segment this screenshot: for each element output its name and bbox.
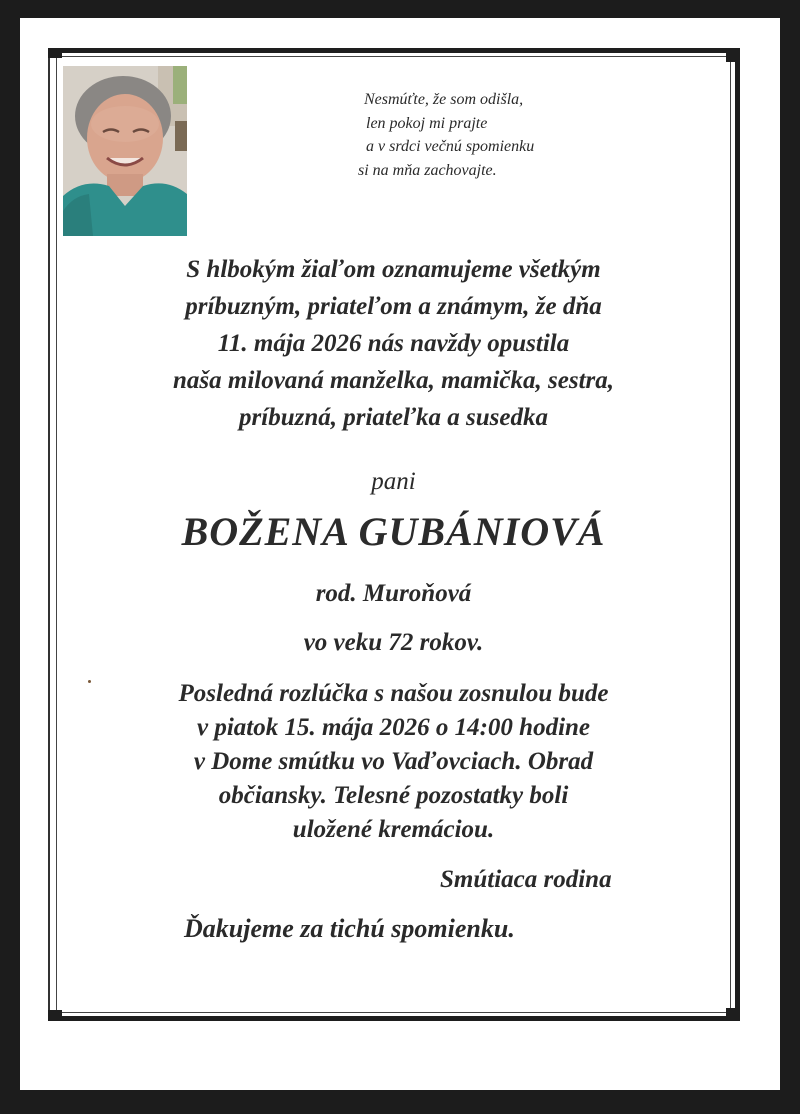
funeral-line: Posledná rozlúčka s našou zosnulou bude	[178, 680, 609, 707]
poem-line: len pokoj mi prajte	[366, 114, 488, 132]
announcement-line: naša milovaná manželka, mamička, sestra,	[172, 367, 614, 394]
poem-line: a v srdci večnú spomienku	[366, 138, 535, 155]
announcement-line: príbuzná, priateľka a susedka	[239, 404, 548, 431]
frame-corner	[48, 1010, 62, 1021]
honorific: pani	[371, 468, 416, 495]
funeral-line: v Dome smútku vo Vaďovciach. Obrad	[193, 748, 594, 775]
poem-line: si na mňa zachovajte.	[358, 161, 497, 179]
announcement-line: príbuzným, priateľom a známym, že dňa	[185, 293, 602, 320]
announcement-line: 11. mája 2026 nás navždy opustila	[217, 330, 570, 357]
announcement-line: S hlbokým žiaľom oznamujeme všetkým	[186, 256, 601, 283]
thanks-line: Ďakujeme za tichú spomienku.	[184, 914, 515, 943]
portrait-photo	[63, 66, 187, 236]
maiden-name: rod. Muroňová	[315, 580, 472, 607]
age-at-death: vo veku 72 rokov.	[303, 629, 484, 656]
funeral-line: uložené kremáciou.	[292, 816, 495, 843]
funeral-line: občiansky. Telesné pozostatky boli	[218, 782, 569, 809]
family-signature: Smútiaca rodina	[440, 866, 612, 893]
memorial-poem	[340, 88, 640, 182]
frame-corner	[48, 48, 62, 58]
announcement-text	[56, 251, 731, 436]
frame-corner	[726, 48, 740, 62]
funeral-line: v piatok 15. mája 2026 o 14:00 hodine	[196, 714, 591, 741]
funeral-details	[56, 677, 731, 847]
frame-corner	[726, 1008, 740, 1021]
deceased-name: BOŽENA GUBÁNIOVÁ	[181, 509, 606, 554]
poem-line: Nesmúťte, že som odišla,	[364, 91, 524, 108]
